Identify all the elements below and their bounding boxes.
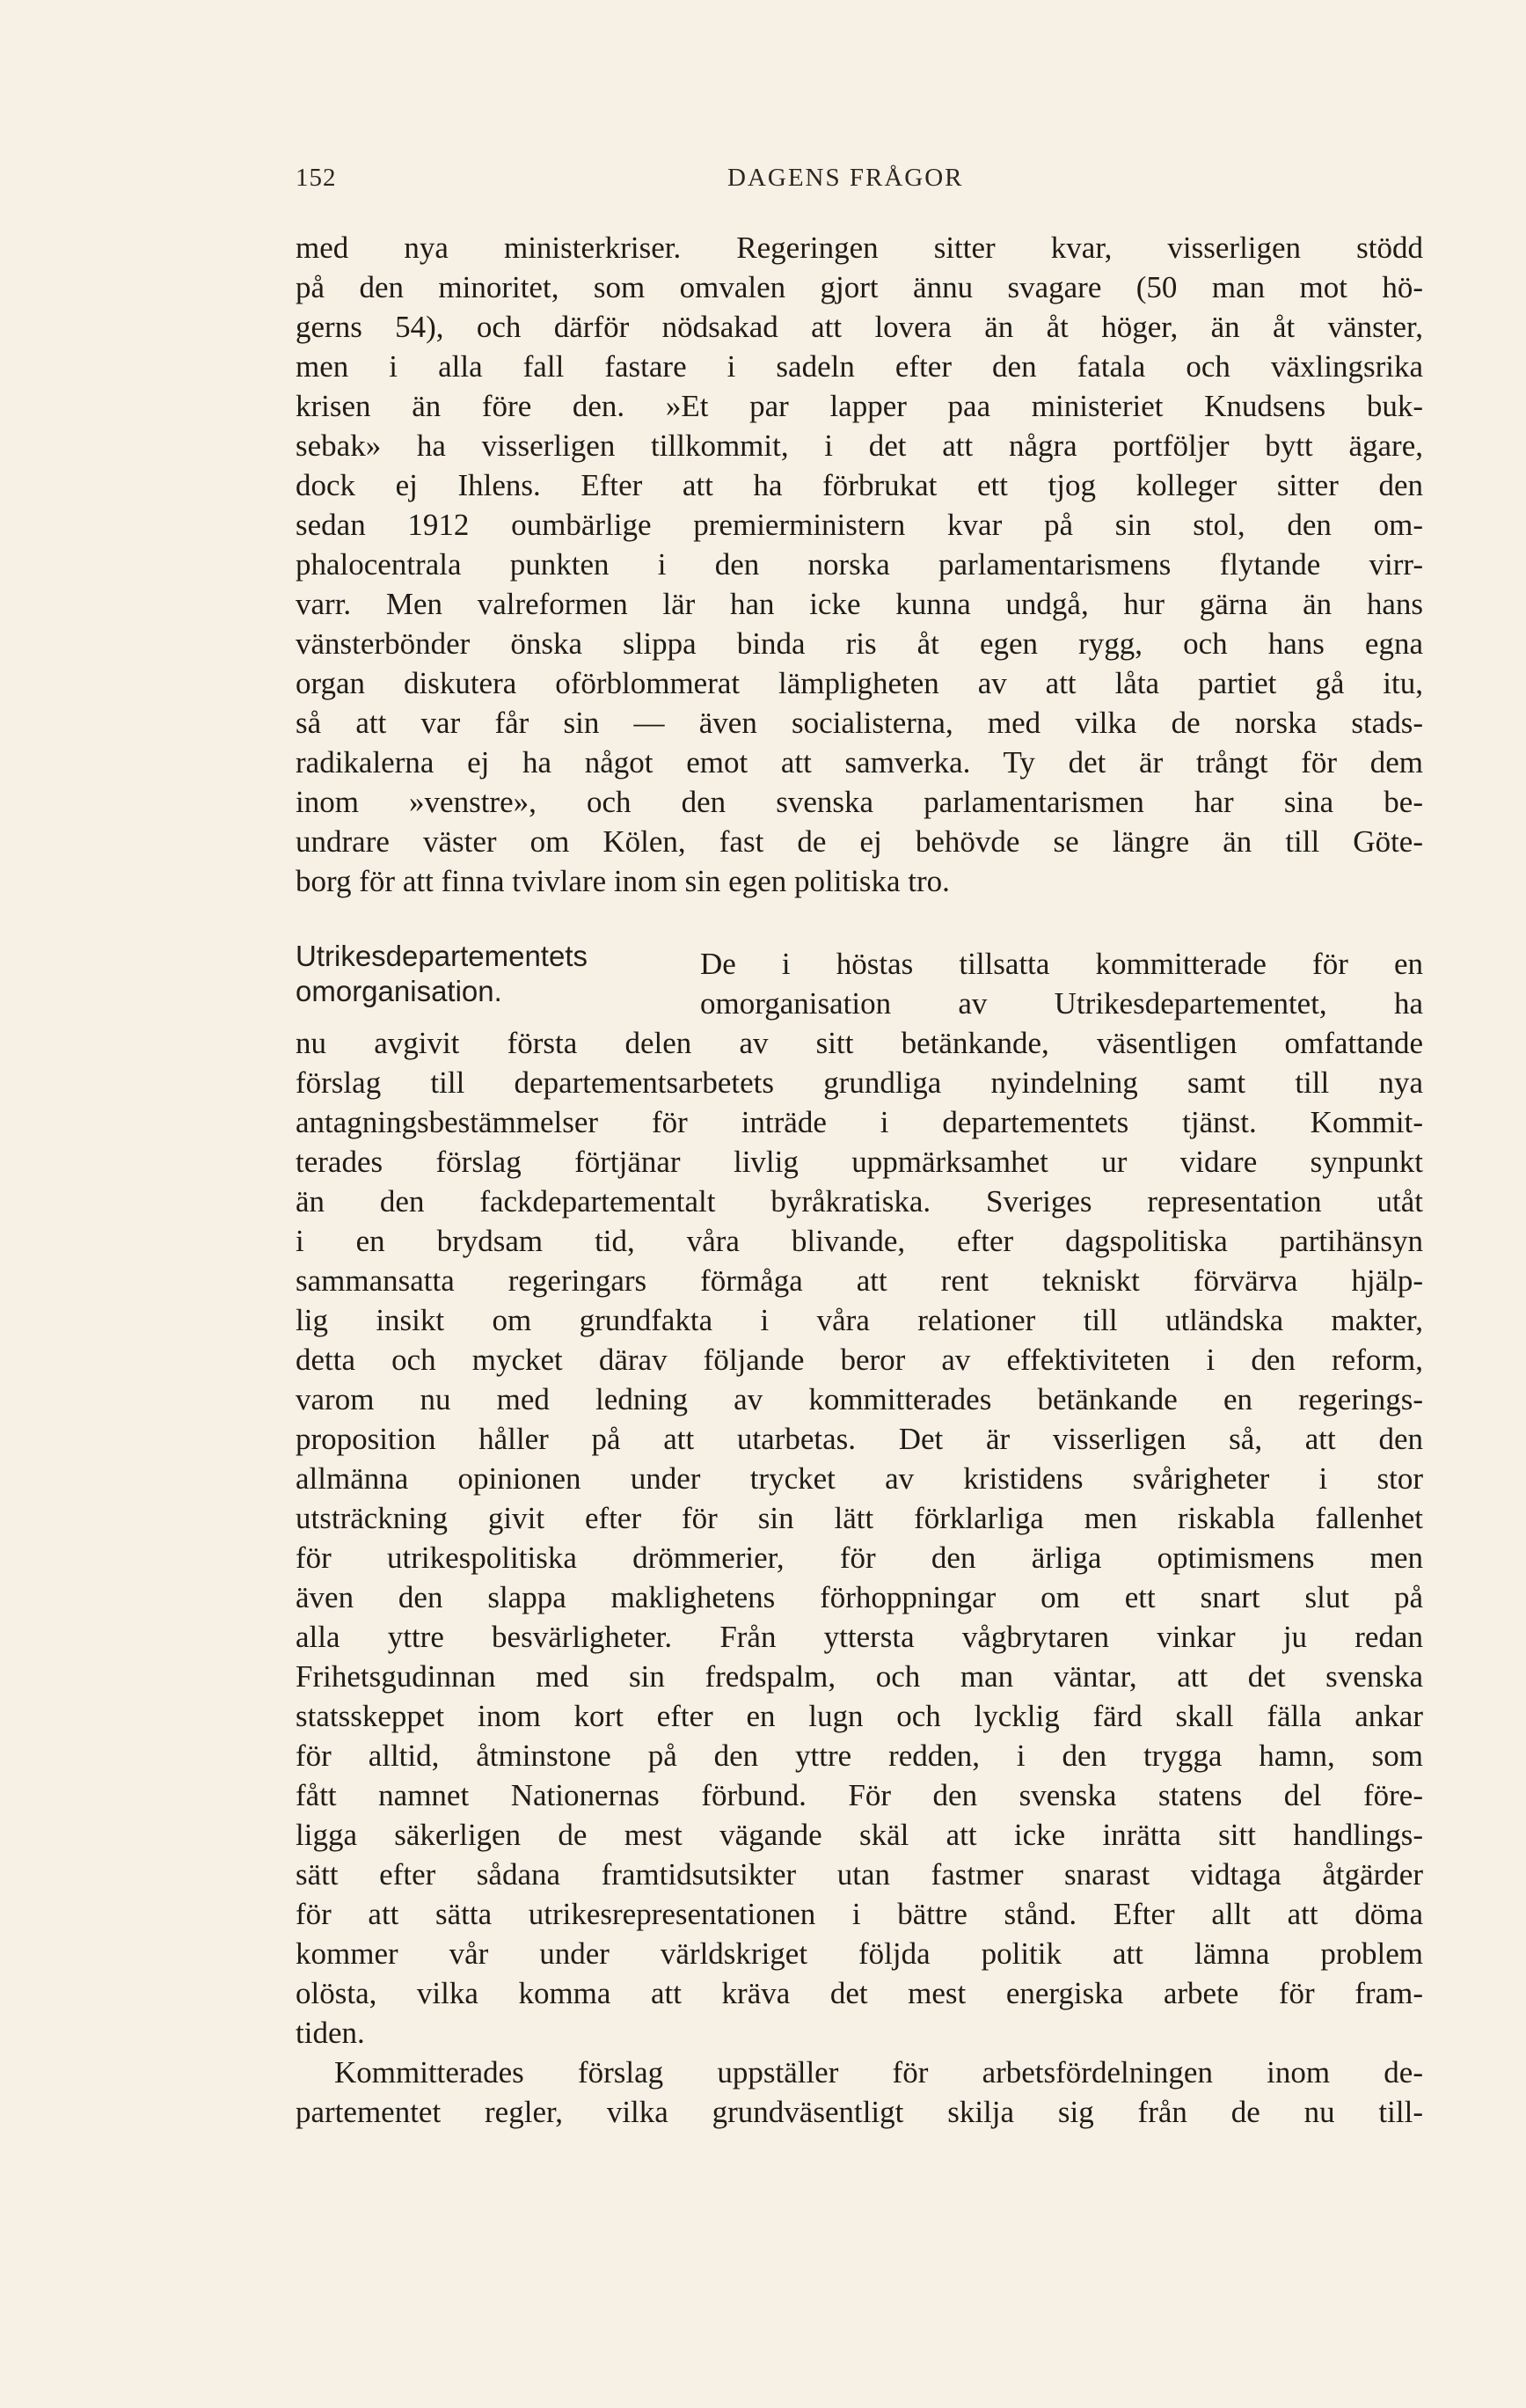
text-line: sebak» ha visserligen tillkommit, i det att några portföljer bytt ägare,: [296, 428, 1423, 463]
text-line: kommer vår under världskriget följda politik att lämna problem: [296, 1936, 1423, 1971]
text-line: antagningsbestämmelser för inträde i departementets tjänst. Kommit-: [296, 1105, 1423, 1139]
text-line: även den slappa maklighetens förhoppningar om ett snart slut på: [296, 1580, 1423, 1614]
text-line: varom nu med ledning av kommitterades betänkande en regerings-: [296, 1382, 1423, 1416]
text-line: organ diskutera oförblommerat lämpligheten av att låta partiet gå itu,: [296, 666, 1423, 700]
text-line: för utrikespolitiska drömmerier, för den ärliga optimismens men: [296, 1541, 1423, 1575]
text-line: sätt efter sådana framtidsutsikter utan fastmer snarast vidtaga åtgärder: [296, 1857, 1423, 1892]
text-line: partementet regler, vilka grundväsentligt skilja sig från de nu till-: [296, 2095, 1423, 2129]
text-line: förslag till departementsarbetets grundliga nyindelning samt till nya: [296, 1065, 1423, 1100]
text-line: men i alla fall fastare i sadeln efter den fatala och växlingsrika: [296, 349, 1423, 384]
text-line: olösta, vilka komma att kräva det mest energiska arbete för fram-: [296, 1976, 1423, 2010]
text-line: på den minoritet, som omvalen gjort ännu svagare (50 man mot hö-: [296, 270, 1423, 304]
text-line: för att sätta utrikesrepresentationen i bättre stånd. Efter allt att döma: [296, 1897, 1423, 1931]
text-line: Frihetsgudinnan med sin fredspalm, och man väntar, att det svenska: [296, 1659, 1423, 1694]
text-line: för alltid, åtminstone på den yttre redden, i den trygga hamn, som: [296, 1738, 1423, 1773]
text-line: alla yttre besvärligheter. Från yttersta vågbrytaren vinkar ju redan: [296, 1620, 1423, 1654]
text-line: tiden.: [296, 2016, 365, 2050]
text-line: Kommitterades förslag uppställer för arbetsfördelningen inom de-: [334, 2055, 1423, 2090]
text-line: nu avgivit första delen av sitt betänkande, väsentligen omfattande: [296, 1026, 1423, 1060]
paragraph-2-lead: [427, 944, 1423, 1023]
section-heading-line-2: omorganisation.: [296, 975, 502, 1007]
text-line: inom »venstre», och den svenska parlamentarismen har sina be-: [296, 785, 1423, 819]
text-line: phalocentrala punkten i den norska parlamentarismens flytande virr-: [296, 547, 1423, 582]
section-heading-line-1: Utrikesdepartementets: [296, 940, 588, 972]
text-line: i en brydsam tid, våra blivande, efter dagspolitiska partihänsyn: [296, 1224, 1423, 1258]
text-line: omorganisation av Utrikesdepartementet, ha: [700, 986, 1423, 1021]
text-line: detta och mycket därav följande beror av effektiviteten i den reform,: [296, 1343, 1423, 1377]
paragraph-1: [296, 228, 1423, 901]
text-line: sedan 1912 oumbärlige premierministern kvar på sin stol, den om-: [296, 508, 1423, 542]
text-line: gerns 54), och därför nödsakad att lovera än åt höger, än åt vänster,: [296, 310, 1423, 344]
text-line: än den fackdepartementalt byråkratiska. Sveriges representation utåt: [296, 1184, 1423, 1219]
text-line: varr. Men valreformen lär han icke kunna undgå, hur gärna än hans: [296, 587, 1423, 621]
text-line: statsskeppet inom kort efter en lugn och lycklig färd skall fälla ankar: [296, 1699, 1423, 1733]
text-line: lig insikt om grundfakta i våra relationer till utländska makter,: [296, 1303, 1423, 1337]
text-line: De i höstas tillsatta kommitterade för en: [700, 947, 1423, 981]
text-line: så att var får sin — även socialisterna, med vilka de norska stads-: [296, 706, 1423, 740]
text-line: utsträckning givit efter för sin lätt förklarliga men riskabla fallenhet: [296, 1501, 1423, 1535]
text-line: borg för att finna tvivlare inom sin egen politiska tro.: [296, 864, 950, 898]
paragraph-2: [296, 1023, 1423, 2132]
text-line: fått namnet Nationernas förbund. För den svenska statens del före-: [296, 1778, 1423, 1812]
text-line: ligga säkerligen de mest vägande skäl att icke inrätta sitt handlings-: [296, 1818, 1423, 1852]
text-line: radikalerna ej ha något emot att samverka. Ty det är trångt för dem: [296, 745, 1423, 779]
text-line: med nya ministerkriser. Regeringen sitter kvar, visserligen stödd: [296, 231, 1423, 265]
text-line: allmänna opinionen under trycket av kristidens svårigheter i stor: [296, 1461, 1423, 1496]
text-line: terades förslag förtjänar livlig uppmärksamhet ur vidare synpunkt: [296, 1145, 1423, 1179]
text-line: proposition håller på att utarbetas. Det är visserligen så, att den: [296, 1422, 1423, 1456]
page-number: 152: [296, 164, 337, 192]
text-line: sammansatta regeringars förmåga att rent tekniskt förvärva hjälp-: [296, 1263, 1423, 1298]
text-line: krisen än före den. »Et par lapper paa ministeriet Knudsens buk-: [296, 389, 1423, 423]
running-head: DAGENS FRÅGOR: [727, 164, 964, 192]
text-line: dock ej Ihlens. Efter att ha förbrukat ett tjog kolleger sitter den: [296, 468, 1423, 502]
text-line: vänsterbönder önska slippa binda ris åt egen rygg, och hans egna: [296, 626, 1423, 661]
text-line: undrare väster om Kölen, fast de ej behövde se längre än till Göte-: [296, 824, 1423, 859]
